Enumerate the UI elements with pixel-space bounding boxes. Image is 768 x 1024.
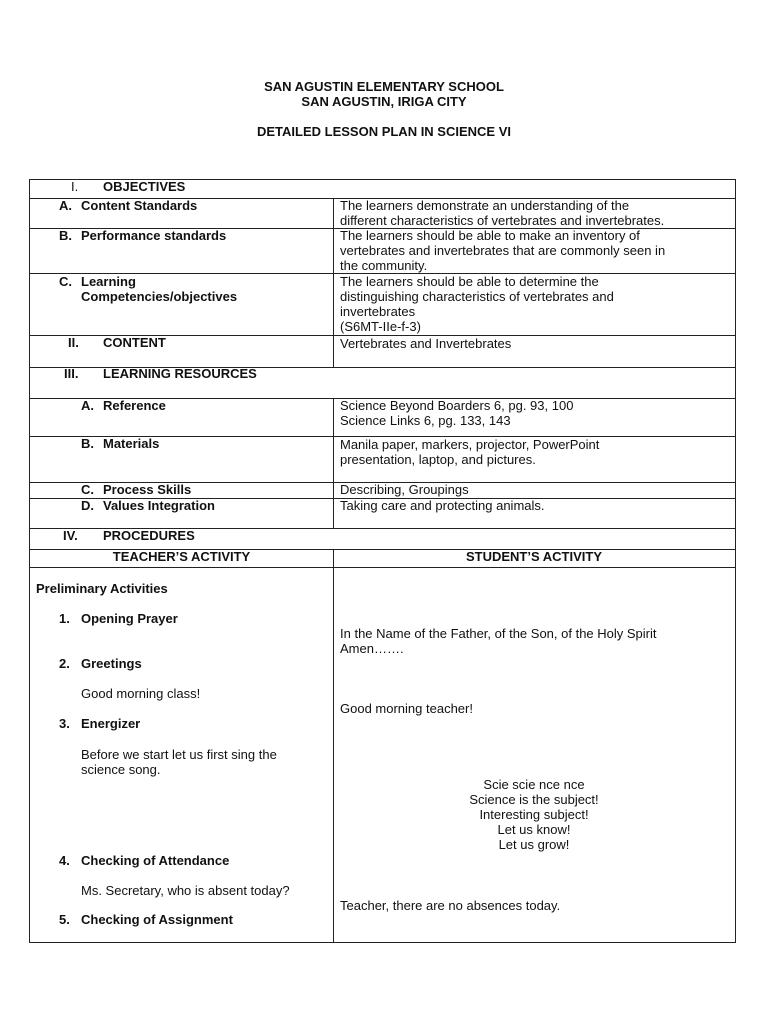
- competencies-text: The learners should be able to determine the: [340, 274, 599, 289]
- school-location: SAN AGUSTIN, IRIGA CITY: [301, 94, 467, 109]
- competencies-code: (S6MT-IIe-f-3): [340, 319, 421, 334]
- performance-standards-text: The learners should be able to make an inventory of: [340, 228, 640, 243]
- song-line: Let us know!: [497, 822, 571, 837]
- procedures-heading: PROCEDURES: [103, 528, 195, 543]
- materials-text: Manila paper, markers, projector, PowerPoint: [340, 437, 600, 452]
- song-line: Let us grow!: [498, 837, 570, 852]
- materials-label: Materials: [103, 436, 160, 451]
- step-number: 3.: [59, 716, 70, 731]
- student-attendance-answer: Teacher, there are no absences today.: [340, 898, 561, 913]
- competencies-letter: C.: [59, 274, 72, 289]
- student-greeting: Good morning teacher!: [340, 701, 473, 716]
- process-skills-text: Describing, Groupings: [340, 482, 469, 497]
- competencies-text: invertebrates: [340, 304, 416, 319]
- step-number: 1.: [59, 611, 70, 626]
- content-text: Vertebrates and Invertebrates: [340, 336, 512, 351]
- content-standards-letter: A.: [59, 198, 72, 213]
- content-standards-text: The learners demonstrate an understanding of the: [340, 198, 630, 213]
- content-standards-label: Content Standards: [81, 198, 198, 213]
- teacher-activity-header: TEACHER’S ACTIVITY: [112, 549, 251, 564]
- document-title: DETAILED LESSON PLAN IN SCIENCE VI: [256, 124, 511, 139]
- teacher-greeting: Good morning class!: [81, 686, 201, 701]
- preliminary-activities-heading: Preliminary Activities: [36, 581, 168, 596]
- competencies-text: distinguishing characteristics of vertebrates and: [340, 289, 614, 304]
- performance-standards-text: the community.: [340, 258, 428, 273]
- song-line: Science is the subject!: [469, 792, 599, 807]
- reference-text: Science Links 6, pg. 133, 143: [340, 413, 511, 428]
- competencies-label: Learning: [81, 274, 136, 289]
- performance-standards-text: vertebrates and invertebrates that are commonly seen in: [340, 243, 666, 258]
- step-number: 2.: [59, 656, 70, 671]
- content-number: II.: [68, 335, 79, 350]
- process-skills-label: Process Skills: [103, 482, 192, 497]
- materials-letter: B.: [81, 436, 94, 451]
- reference-letter: A.: [81, 398, 94, 413]
- reference-label: Reference: [103, 398, 166, 413]
- row-divider: [30, 567, 735, 568]
- step-number: 5.: [59, 912, 70, 927]
- column-divider: [333, 549, 334, 943]
- competencies-label: Competencies/objectives: [81, 289, 238, 304]
- step-checking-assignment: Checking of Assignment: [81, 912, 233, 927]
- student-prayer: Amen…….: [340, 641, 404, 656]
- objectives-heading: OBJECTIVES: [103, 179, 186, 194]
- step-energizer: Energizer: [81, 716, 141, 731]
- step-checking-attendance: Checking of Attendance: [81, 853, 230, 868]
- content-standards-text: different characteristics of vertebrates and invertebrates.: [340, 213, 665, 228]
- step-number: 4.: [59, 853, 70, 868]
- objectives-number: I.: [71, 179, 79, 194]
- values-letter: D.: [81, 498, 94, 513]
- values-label: Values Integration: [103, 498, 215, 513]
- teacher-energizer: science song.: [81, 762, 161, 777]
- student-prayer: In the Name of the Father, of the Son, of the Holy Spirit: [340, 626, 657, 641]
- procedures-number: IV.: [63, 528, 78, 543]
- step-greetings: Greetings: [81, 656, 142, 671]
- teacher-energizer: Before we start let us first sing the: [81, 747, 277, 762]
- teacher-attendance-question: Ms. Secretary, who is absent today?: [81, 883, 290, 898]
- resources-number: III.: [64, 366, 79, 381]
- reference-text: Science Beyond Boarders 6, pg. 93, 100: [340, 398, 574, 413]
- column-divider: [333, 398, 334, 528]
- performance-standards-letter: B.: [59, 228, 72, 243]
- lesson-plan-table: [29, 179, 736, 943]
- song-line: Scie scie nce nce: [483, 777, 585, 792]
- song-line: Interesting subject!: [479, 807, 589, 822]
- process-skills-letter: C.: [81, 482, 94, 497]
- school-name: SAN AGUSTIN ELEMENTARY SCHOOL: [264, 79, 504, 94]
- resources-heading: LEARNING RESOURCES: [103, 366, 257, 381]
- materials-text: presentation, laptop, and pictures.: [340, 452, 536, 467]
- performance-standards-label: Performance standards: [81, 228, 227, 243]
- student-activity-header: STUDENT’S ACTIVITY: [465, 549, 603, 564]
- column-divider: [333, 198, 334, 367]
- values-text: Taking care and protecting animals.: [340, 498, 545, 513]
- content-heading: CONTENT: [103, 335, 166, 350]
- step-opening-prayer: Opening Prayer: [81, 611, 178, 626]
